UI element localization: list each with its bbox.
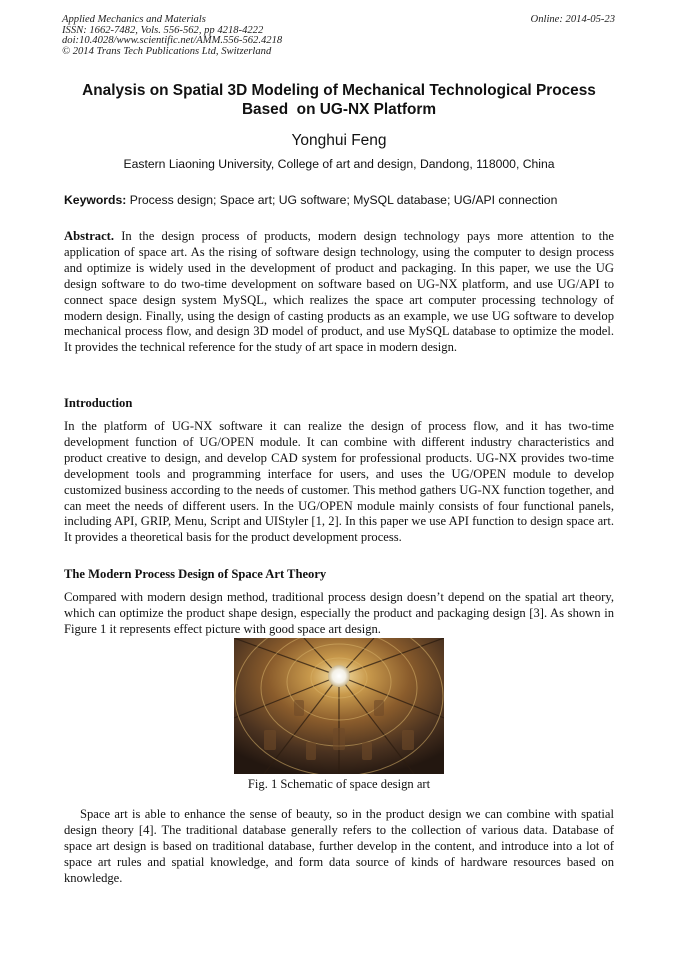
journal-header (62, 15, 282, 57)
keywords-label: Keywords: (64, 193, 127, 207)
author-name: Yonghui Feng (291, 132, 387, 149)
title-line-2: Based on UG-NX Platform (241, 101, 437, 118)
online-date: Online: 2014-05-23 (530, 14, 615, 25)
abstract-text: In the design process of products, modern design technology pays more attention to the application of space art. As the rising of software design technology, using the computer to design process and optimize is widely used in the development of product and packaging. In this paper, we use the UG design software to do two-time development on software based on UG-NX platform, and use UG/API to connect space design system MySQL, which realizes the space art computer processing technology of modern design. Finally, using the design of casting products as an example, we use UG software to develop mechanical process flow, and design 3D model of product, and use MySQL database to optimize the model. It provides the technical reference for the study of art space in modern design. (64, 229, 614, 355)
introduction-paragraph: In the platform of UG-NX software it can realize the design of process flow, and it has two-time development function of UG/OPEN module. It can combine with different industry characteristics and product creative to design, and develop CAD system for professional products. UG-NX provides two-time development tools and programming interface for users, and uses the UG/OPEN module to develop customized business according to the needs of customer. This method gathers UG-NX function together, and can meet the needs of different users. In the UG/OPEN module mainly consists of four functional panels, including API, GRIP, Menu, Script and UIStyler [1, 2]. In this paper we use API function to design space art. It provides a theoretical basis for the product development process. (64, 419, 614, 545)
section-heading-modern-design: The Modern Process Design of Space Art Theory (64, 567, 327, 581)
journal-name: Applied Mechanics and Materials (62, 14, 206, 25)
paper-title (40, 81, 638, 119)
title-line-1: Analysis on Spatial 3D Modeling of Mechanical Technological Process (82, 82, 596, 99)
keywords-line (64, 193, 620, 208)
space-art-paragraph: Space art is able to enhance the sense of beauty, so in the product design we can combine with spatial design theory [4]. The traditional database generally refers to the collection of various data. Database of space art design is based on traditional database, further develop in the content, and introduce into a lot of space art rules and spatial knowledge, and form data source of kinds of hardware resources based on knowledge. (64, 807, 614, 885)
author-affiliation: Eastern Liaoning University, College of art and design, Dandong, 118000, China (123, 157, 555, 171)
section-heading-introduction: Introduction (64, 396, 133, 410)
abstract-label: Abstract. (64, 229, 115, 243)
figure-caption: Fig. 1 Schematic of space design art (247, 777, 431, 791)
issn-line: ISSN: 1662-7482, Vols. 556-562, pp 4218-4222 (62, 24, 264, 36)
copyright-line: © 2014 Trans Tech Publications Ltd, Switzerland (62, 45, 272, 57)
dome-illustration (234, 638, 444, 774)
modern-design-paragraph: Compared with modern design method, traditional process design doesn’t depend on the spatial art theory, which can optimize the product shape design, especially the product and packaging design [3]. As shown in Figure 1 it represents effect picture with good space art design. (64, 590, 614, 636)
oculus-light (328, 665, 350, 687)
figure-dome-image (234, 638, 444, 774)
doi-line[interactable]: doi:10.4028/www.scientific.net/AMM.556-562.4218 (62, 35, 283, 47)
keywords-text: Process design; Space art; UG software; MySQL database; UG/API connection (126, 193, 558, 207)
abstract-paragraph (64, 229, 614, 356)
